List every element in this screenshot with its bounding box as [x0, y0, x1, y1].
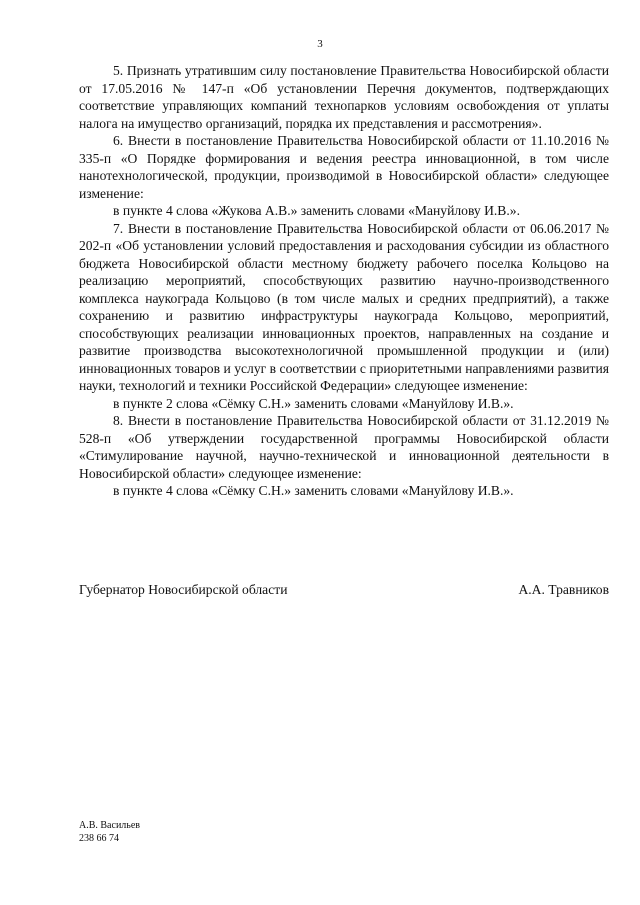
- page-number: 3: [317, 38, 323, 50]
- paragraph-item-6-change: в пункте 4 слова «Жукова А.В.» заменить словами «Мануйлову И.В.».: [113, 203, 520, 218]
- paragraph-item-7-change: в пункте 2 слова «Сёмку С.Н.» заменить словами «Мануйлову И.В.».: [113, 395, 514, 411]
- executor-block: [79, 819, 140, 845]
- signer-name: А.А. Травников: [518, 582, 609, 597]
- executor-phone: 238 66 74: [79, 833, 119, 844]
- paragraph-item-7: 7. Внести в постановление Правительства Новосибирской области от 06.06.2017 № 202-п «Об установлении условий предоставления и расходования субсидии из областного бюджета Новосибирской области местному бюджету рабочего поселка Кольцово на реализацию мероприятий, способствующих развитию научно-производственного комплекса наукограда Кольцово (в том числе малых и средних предприятий), а также сохранению и развитию инфраструктуры наукограда Кольцово, мероприятий, способствующих реализации инновационных проектов, направленных на создание и развитие производства высокотехнологичной промышленной продукции и (или) инновационных товаров и услуг в соответствии с приоритетными направлениями развития науки, технологий и техники Российской Федерации» следующее изменение:: [79, 220, 609, 393]
- paragraph-item-8-change: в пункте 4 слова «Сёмку С.Н.» заменить словами «Мануйлову И.В.».: [113, 483, 514, 498]
- document-body: [79, 62, 609, 500]
- executor-name: А.В. Васильев: [79, 820, 141, 831]
- paragraph-item-8: 8. Внести в постановление Правительства Новосибирской области от 31.12.2019 № 528-п «Об утверждении государственной программы Новосибирской области «Стимулирование научной, научно-технической и инновационной деятельности в Новосибирской области» следующее изменение:: [79, 413, 609, 481]
- paragraph-item-6: 6. Внести в постановление Правительства Новосибирской области от 11.10.2016 № 335-п «О Порядке формирования и ведения реестра инновационной, в том числе нанотехнологической, продукции, производимой в Новосибирской области» следующее изменение:: [79, 133, 609, 201]
- signer-position: Губернатор Новосибирской области: [79, 582, 288, 597]
- paragraph-item-5: 5. Признать утратившим силу постановление Правительства Новосибирской области от 17.05.2016 № 147-п «Об установлении Перечня документов, подтверждающих соответствие управляющих компаний технопарков условиям освобождения от уплаты налога на имущество организаций, порядка их представления и рассмотрения».: [79, 63, 609, 131]
